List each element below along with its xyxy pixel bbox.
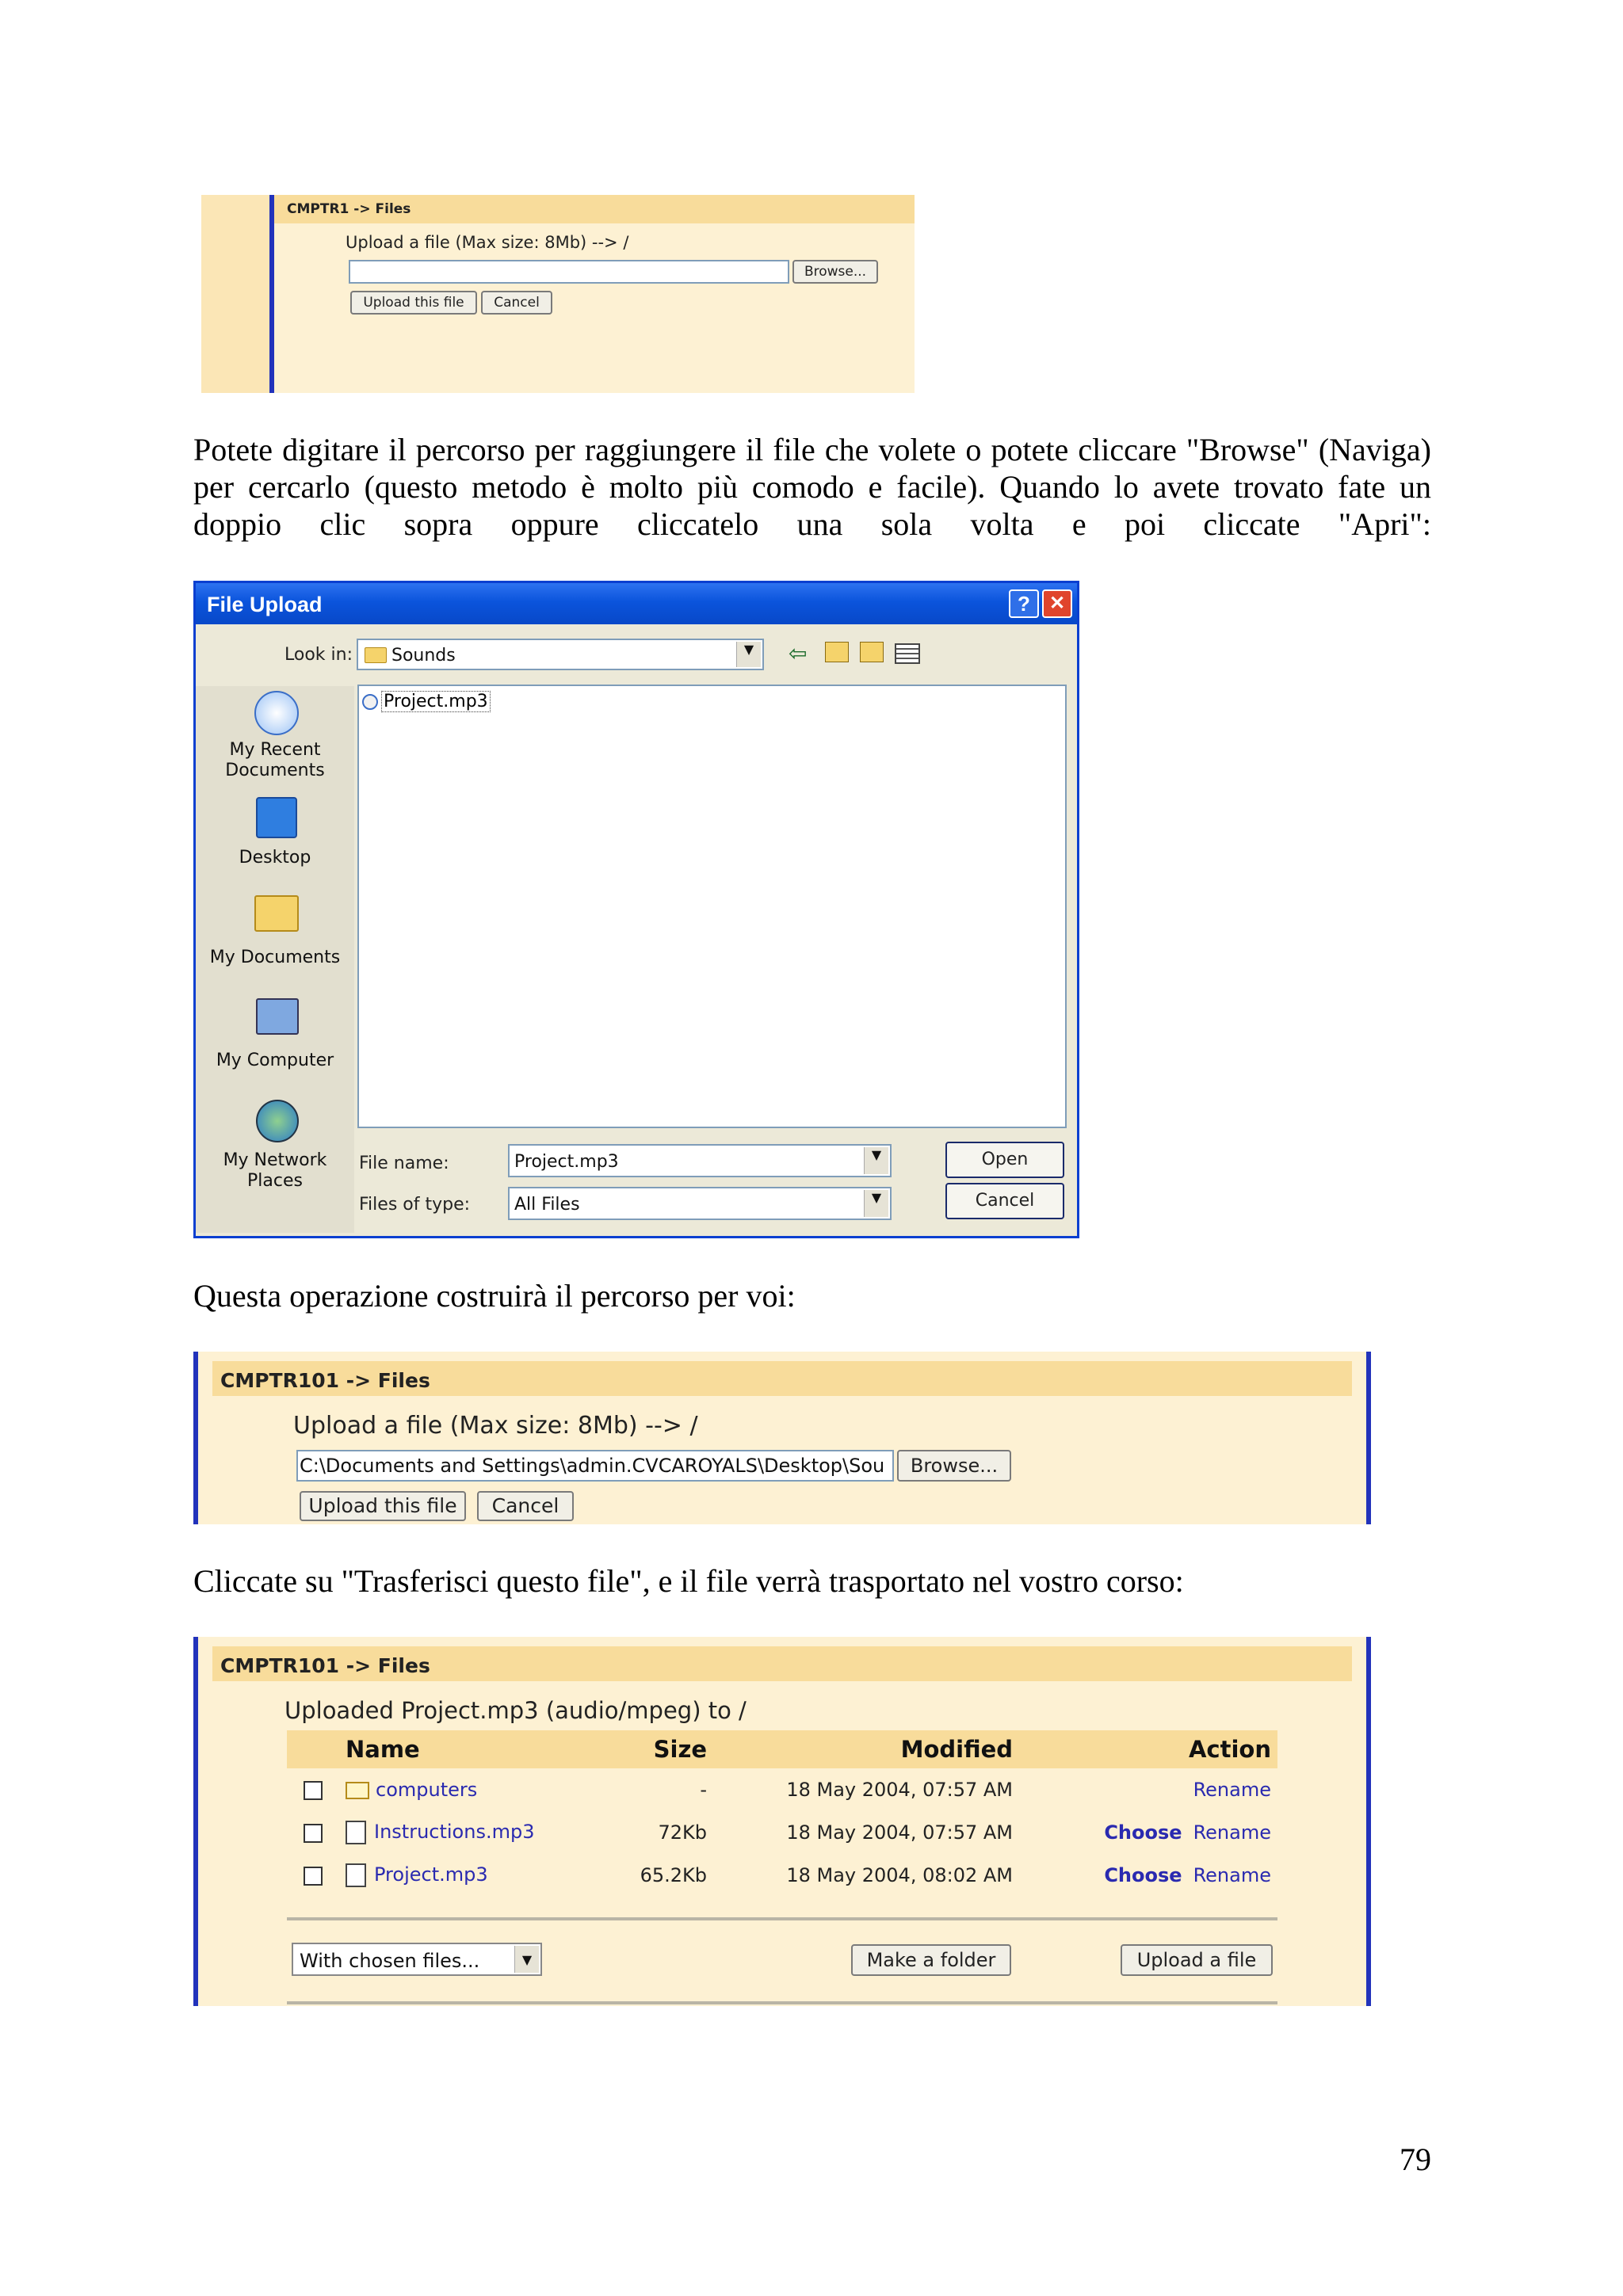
back-icon[interactable]: ⇦ [789, 641, 808, 666]
file-size: 65.2Kb [640, 1864, 707, 1886]
my-computer-icon[interactable] [256, 998, 299, 1035]
place-my-documents[interactable]: My Documents [209, 948, 341, 967]
recent-documents-icon[interactable] [254, 691, 299, 735]
table-row [287, 1768, 1277, 1811]
new-folder-icon[interactable] [860, 642, 884, 662]
table-row [287, 1854, 1277, 1897]
chevron-down-icon[interactable]: ▼ [864, 1190, 888, 1217]
choose-link[interactable]: Choose [1104, 1821, 1182, 1844]
make-folder-button[interactable]: Make a folder [851, 1944, 1011, 1976]
row-checkbox[interactable] [304, 1781, 323, 1800]
audio-file-icon [346, 1821, 366, 1844]
column-modified[interactable]: Modified [713, 1730, 1019, 1768]
left-strip [201, 195, 269, 393]
column-size[interactable]: Size [613, 1730, 713, 1768]
divider-line [287, 1917, 1277, 1920]
column-name[interactable]: Name [339, 1730, 613, 1768]
folder-icon [365, 647, 387, 663]
row-checkbox[interactable] [304, 1824, 323, 1843]
place-desktop[interactable]: Desktop [239, 848, 311, 868]
screenshot-file-manager [193, 1637, 1371, 2006]
file-name-link[interactable]: computers [376, 1779, 478, 1801]
column-select [287, 1730, 339, 1768]
paragraph-upload-result: Cliccate su "Trasferisci questo file", e il file verrà trasportato nel vostro corso: [193, 1563, 1184, 1599]
look-in-combo[interactable] [357, 639, 764, 670]
help-icon: ? [1018, 592, 1030, 616]
chevron-down-icon[interactable]: ▼ [514, 1946, 539, 1973]
file-type-value: All Files [514, 1195, 580, 1215]
upload-label: Upload a file (Max size: 8Mb) --> / [346, 233, 629, 252]
upload-this-file-button[interactable]: Upload this file [300, 1491, 466, 1521]
close-button[interactable] [1042, 589, 1072, 618]
file-modified: 18 May 2004, 08:02 AM [786, 1864, 1013, 1886]
left-border [193, 1637, 198, 2006]
file-name-label: File name: [359, 1154, 449, 1173]
look-in-value: Sounds [391, 646, 456, 666]
rename-link[interactable]: Rename [1193, 1779, 1271, 1801]
chevron-down-icon[interactable]: ▼ [736, 642, 761, 667]
table-header-row [287, 1730, 1277, 1768]
upload-this-file-button[interactable]: Upload this file [350, 291, 477, 315]
files-header [274, 195, 915, 223]
close-icon: ✕ [1048, 593, 1066, 614]
file-modified: 18 May 2004, 07:57 AM [786, 1821, 1013, 1844]
file-name-value: Project.mp3 [514, 1152, 619, 1172]
rename-link[interactable]: Rename [1193, 1864, 1271, 1886]
network-places-icon[interactable] [256, 1100, 299, 1142]
screenshot-upload-form-1 [201, 195, 915, 393]
with-chosen-files-value: With chosen files... [300, 1950, 480, 1972]
cancel-button[interactable]: Cancel [481, 291, 552, 315]
screenshot-upload-form-2 [193, 1352, 1371, 1524]
right-border [1366, 1352, 1371, 1524]
file-item-label: Project.mp3 [381, 691, 491, 712]
upload-label: Upload a file (Max size: 8Mb) --> / [293, 1412, 698, 1440]
desktop-icon[interactable] [256, 797, 297, 838]
audio-file-icon [346, 1863, 366, 1887]
file-size: 72Kb [658, 1821, 707, 1844]
file-name-combo[interactable] [508, 1144, 892, 1177]
help-button[interactable] [1009, 589, 1039, 618]
audio-file-icon [362, 694, 378, 710]
row-checkbox[interactable] [304, 1867, 323, 1886]
file-type-combo[interactable] [508, 1187, 892, 1220]
file-modified: 18 May 2004, 07:57 AM [786, 1779, 1013, 1801]
file-list[interactable] [357, 685, 1067, 1128]
upload-file-button[interactable]: Upload a file [1121, 1944, 1273, 1976]
dialog-cancel-button[interactable]: Cancel [945, 1183, 1064, 1219]
place-recent-documents[interactable]: My Recent Documents [225, 740, 325, 780]
dialog-titlebar [196, 583, 1077, 624]
look-in-label: Look in: [285, 645, 353, 665]
header-title: CMPTR101 -> Files [220, 1654, 430, 1677]
place-my-computer[interactable]: My Computer [216, 1051, 334, 1070]
view-menu-icon[interactable] [895, 643, 920, 664]
upload-status-message: Uploaded Project.mp3 (audio/mpeg) to / [285, 1697, 747, 1724]
folder-icon [346, 1782, 369, 1799]
left-border [193, 1352, 198, 1524]
dialog-title: File Upload [207, 593, 323, 616]
column-action: Action [1019, 1730, 1277, 1768]
file-size: - [700, 1779, 707, 1801]
paragraph-build-path: Questa operazione costruirà il percorso per voi: [193, 1278, 796, 1314]
browse-button[interactable]: Browse... [792, 260, 878, 284]
cancel-button[interactable]: Cancel [477, 1491, 574, 1521]
rename-link[interactable]: Rename [1193, 1821, 1271, 1844]
file-path-input[interactable]: C:\Documents and Settings\admin.CVCAROYALS\Desktop\Sou [296, 1450, 894, 1482]
open-button[interactable]: Open [945, 1142, 1064, 1178]
up-folder-icon[interactable] [825, 642, 849, 662]
chevron-down-icon[interactable]: ▼ [864, 1147, 888, 1174]
with-chosen-files-select[interactable] [292, 1943, 542, 1976]
left-border [269, 195, 274, 393]
file-path-input[interactable] [349, 260, 789, 284]
file-upload-dialog [193, 581, 1079, 1238]
header-title: CMPTR1 -> Files [287, 201, 411, 217]
my-documents-icon[interactable] [254, 895, 299, 932]
files-header [212, 1646, 1352, 1681]
paragraph-instructions-browse: Potete digitare il percorso per raggiungere il file che volete o potete cliccare "Browse" (Naviga) per cercarlo (questo metodo è molto più comodo e facile). Quando lo avete trovato fate un doppio clic sopra oppure cliccatelo una sola volta e poi cliccate "Apri": [193, 432, 1431, 542]
table-row [287, 1811, 1277, 1854]
places-bar [196, 686, 354, 1233]
files-table [287, 1730, 1277, 1897]
right-border [1366, 1637, 1371, 2006]
divider-line [287, 2001, 1277, 2004]
browse-button[interactable]: Browse... [897, 1450, 1011, 1482]
files-header [212, 1361, 1352, 1396]
header-title: CMPTR101 -> Files [220, 1369, 430, 1392]
page-number: 79 [1400, 2142, 1431, 2177]
file-type-label: Files of type: [359, 1195, 471, 1215]
file-name-link[interactable]: Instructions.mp3 [374, 1821, 535, 1843]
place-my-network-places[interactable]: My Network Places [223, 1150, 327, 1191]
choose-link[interactable]: Choose [1104, 1864, 1182, 1886]
file-name-link[interactable]: Project.mp3 [374, 1863, 488, 1886]
